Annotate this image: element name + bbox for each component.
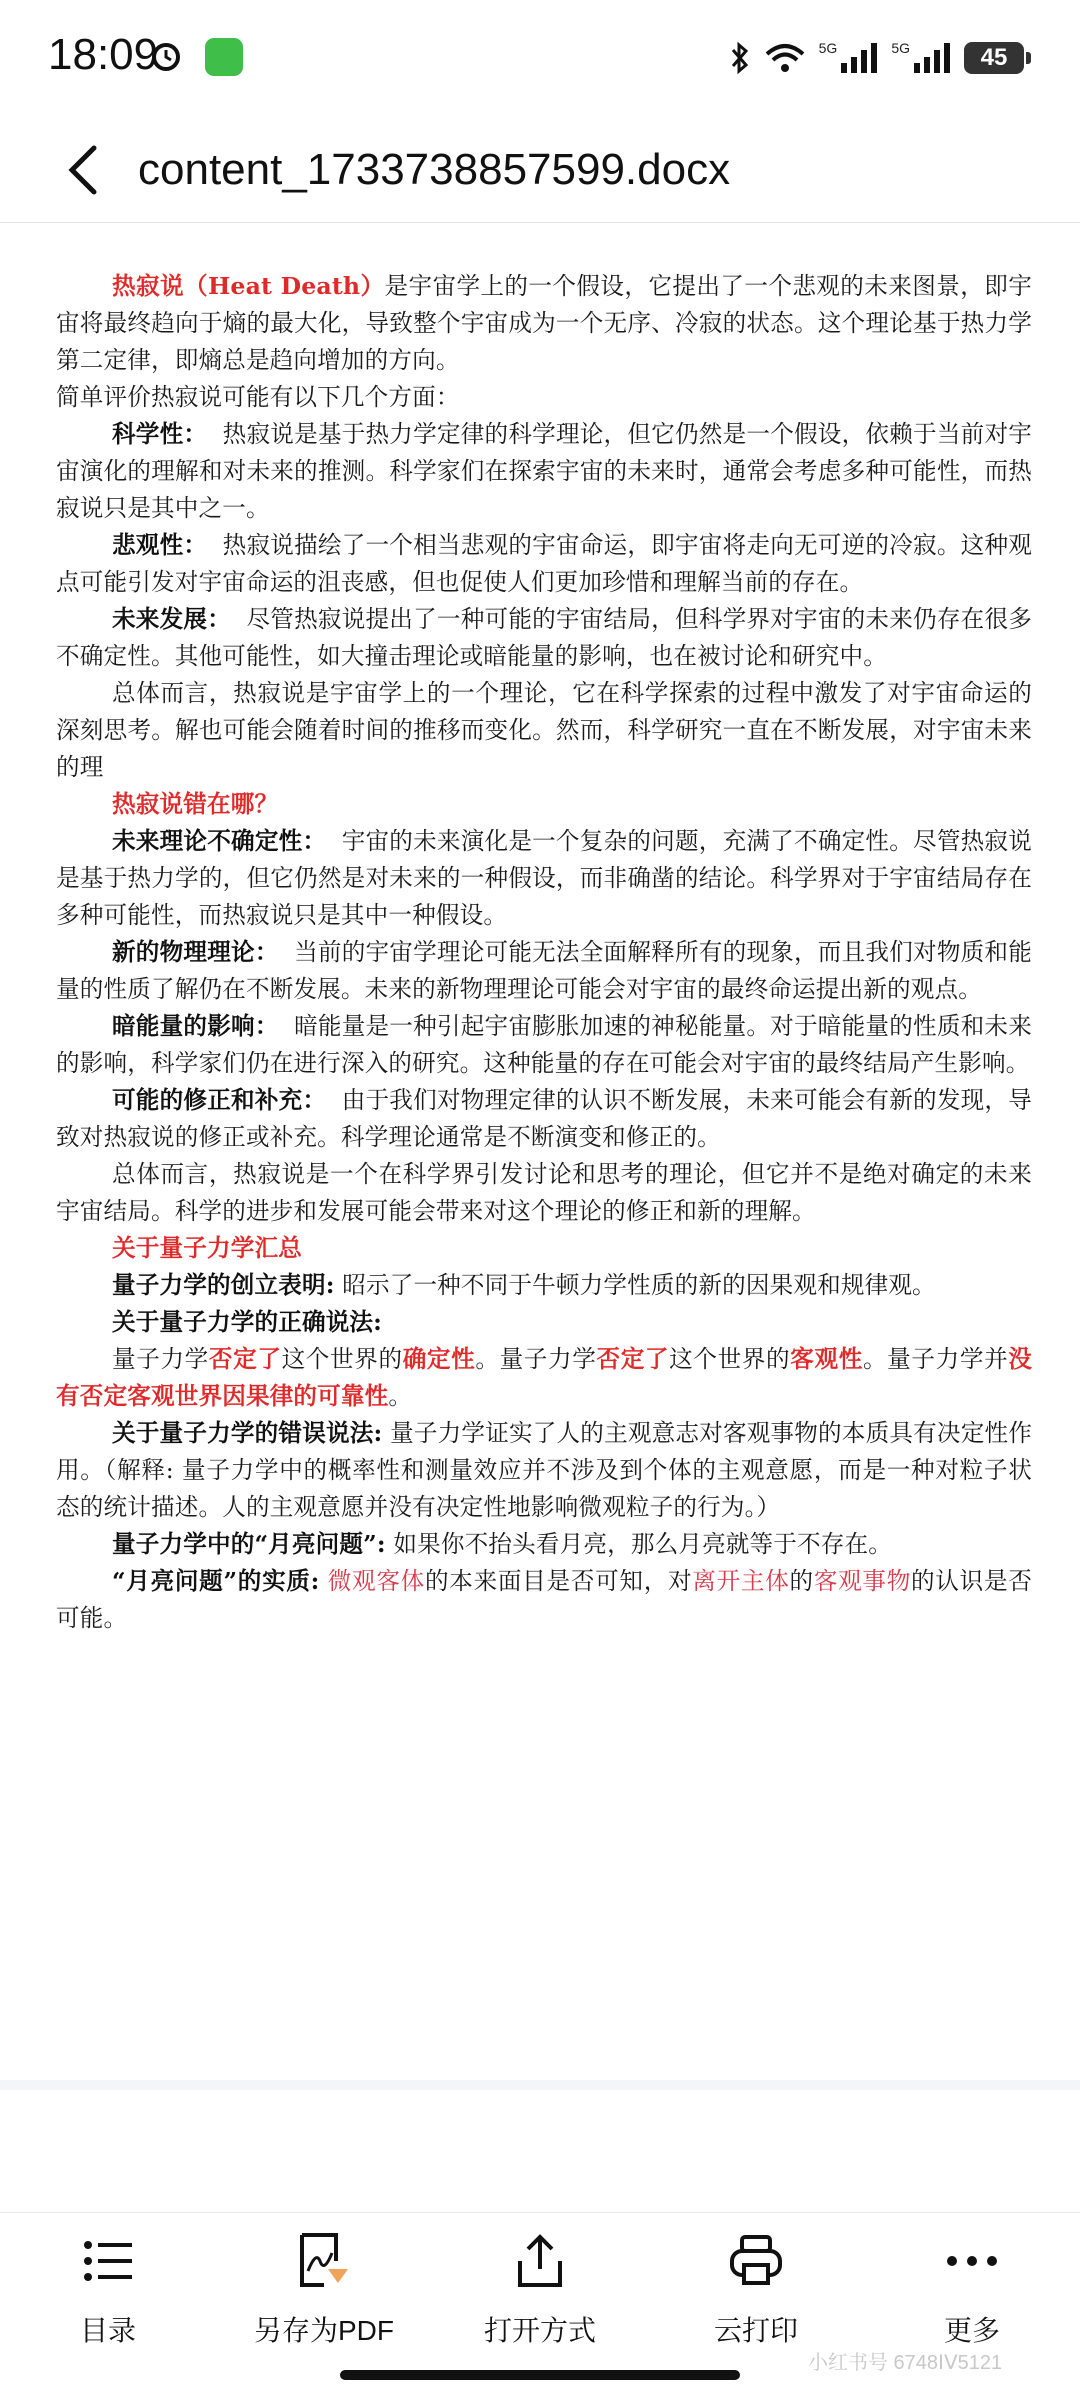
highlight-leave-subject: 离开主体 [692,1567,790,1595]
text-run: 的 [789,1567,814,1595]
text-run: 。 [388,1382,413,1410]
document-content [56,268,1032,1637]
heading-what-wrong [56,786,1032,823]
term-heat-death: 热寂说（Heat Death） [112,272,385,300]
app-notification-icon [205,38,243,76]
battery-indicator: 45 [964,42,1024,74]
paragraph-overall-1: 总体而言，热寂说是宇宙学上的一个理论，它在科学探索的过程中激发了对宇宙命运的深刻思考。解也可能会随着时间的推移而变化。然而，科学研究一直在不断发展，对宇宙未来的理 [56,679,1032,781]
label-quantum-founding: 量子力学的创立表明: [112,1271,335,1299]
paragraph-revision [56,1082,1032,1156]
paragraph-text: 热寂说描绘了一个相当悲观的宇宙命运，即宇宙将走向无可逆的冷寂。这种观点可能引发对宇宙命运的沮丧感，但也促使人们更加珍惜和理解当前的存在。 [56,531,1032,596]
highlight-determinism: 确定性 [402,1345,476,1373]
paragraph-summary-lead: 简单评价热寂说可能有以下几个方面： [56,383,460,411]
wifi-icon [765,42,805,74]
pdf-icon [294,2231,354,2291]
paragraph-text: 昭示了一种不同于牛顿力学性质的新的因果观和规律观。 [334,1271,936,1299]
page-end-divider [0,2080,1080,2090]
status-time: 18:09 [48,30,159,79]
heading-text: 关于量子力学汇总 [112,1234,302,1262]
text-run: 量子力学 [112,1345,209,1373]
paragraph-future [56,601,1032,675]
paragraph-correct-label [56,1304,1032,1341]
signal-icon-2 [914,43,950,73]
paragraph-quantum-founding [56,1267,1032,1304]
network-type-2: 5G [891,40,910,56]
paragraph-text: 当前的宇宙学理论可能无法全面解释所有的现象，而且我们对物质和能量的性质了解仍在不断发展。未来的新物理理论可能会对宇宙的最终命运提出新的观点。 [56,938,1032,1003]
status-bar [0,0,1080,120]
document-title: content_1733738857599.docx [138,145,731,194]
toolbar-label: 目录 [79,2315,136,2346]
highlight-causality: 没有否定客观世界因果律的可靠性 [56,1345,1033,1410]
divider [0,222,1080,223]
alarm-icon [150,40,182,72]
highlight-micro-object: 微观客体 [319,1567,425,1595]
back-arrow-icon[interactable] [56,134,120,206]
text-run: 。量子力学并 [862,1345,1009,1373]
watermark: 小红书号 6748ⅠⅤ5121 [808,2352,1003,2374]
label-correct: 关于量子力学的正确说法: [112,1308,383,1336]
text-run: 。量子力学 [475,1345,597,1373]
network-type-1: 5G [818,40,838,56]
label-uncertainty: 未来理论不确定性： [112,827,327,855]
paragraph-new-physics [56,934,1032,1008]
text-run: 的认识是否可能。 [56,1567,1033,1632]
paragraph-text: 尽管热寂说提出了一种可能的宇宙结局，但科学界对宇宙的未来仍存在很多不确定性。其他可能性，如大撞击理论或暗能量的影响，也在被讨论和研究中。 [56,605,1032,670]
paragraph-intro [56,268,1032,379]
signal-icon-1 [841,43,877,73]
paragraph-pessimism [56,527,1032,601]
toolbar-cloud-print-button[interactable] [666,2231,846,2349]
toolbar-open-with-button[interactable] [450,2231,630,2349]
toolbar-more-button[interactable] [882,2231,1062,2349]
label-pessimism: 悲观性： [112,531,208,559]
paragraph-scientific [56,416,1032,527]
toolbar-label: 更多 [943,2315,1000,2346]
paragraph-text: 如果你不抬头看月亮，那么月亮就等于不存在。 [385,1530,893,1558]
text-run: 这个世界的 [281,1345,403,1373]
paragraph-text: 由于我们对物理定律的认识不断发展，未来可能会有新的发现，导致对热寂说的修正或补充。科学理论通常是不断演变和修正的。 [56,1086,1032,1151]
home-indicator[interactable] [340,2370,740,2380]
label-scientific: 科学性： [112,420,208,448]
paragraph-text: 量子力学证实了人的主观意志对客观事物的本质具有决定性作用。（解释: 量子力学中的概率性和测量效应并不涉及到个体的主观意愿，而是一种对粒子状态的统计描述。人的主观意愿并没有决定性地影响微观粒子的行为。） [56,1419,1033,1521]
paragraph-overall-2: 总体而言，热寂说是一个在科学界引发讨论和思考的理论，但它并不是绝对确定的未来宇宙结局。科学的进步和发展可能会带来对这个理论的修正和新的理解。 [56,1160,1032,1225]
share-icon [510,2231,570,2291]
printer-icon [726,2231,786,2291]
paragraph-uncertainty [56,823,1032,934]
toolbar-label: 另存为PDF [253,2315,394,2346]
label-moon-essence: “月亮问题”的实质: [112,1567,320,1595]
paragraph-text: 是宇宙学上的一个假设，它提出了一个悲观的未来图景，即宇宙将最终趋向于熵的最大化，导致整个宇宙成为一个无序、冷寂的状态。这个理论基于热力学第二定律，即熵总是趋向增加的方向。 [56,272,1032,374]
text-run: 的本来面目是否可知，对 [424,1567,693,1595]
label-future: 未来发展： [112,605,232,633]
paragraph-text: 暗能量是一种引起宇宙膨胀加速的神秘能量。对于暗能量的性质和未来的影响，科学家们仍在进行深入的研究。这种能量的存在可能会对宇宙的最终结局产生影响。 [56,1012,1032,1077]
highlight-negated: 否定了 [596,1345,670,1373]
paragraph-moon-problem [56,1526,1032,1563]
toolbar-save-pdf-button[interactable] [234,2231,414,2349]
bluetooth-icon [729,41,751,75]
text-run: 这个世界的 [669,1345,791,1373]
paragraph-wrong-statements [56,1415,1032,1526]
highlight-objective-things: 客观事物 [813,1567,912,1595]
toolbar-label: 打开方式 [483,2315,596,2346]
more-icon [942,2231,1002,2291]
label-wrong: 关于量子力学的错误说法: [112,1419,383,1447]
paragraph-text: 宇宙的未来演化是一个复杂的问题，充满了不确定性。尽管热寂说是基于热力学的，但它仍然是对未来的一种假设，而非确凿的结论。科学界对于宇宙结局存在多种可能性，而热寂说只是其中一种假设。 [56,827,1032,929]
toolbar-label: 云打印 [713,2315,798,2346]
label-new-physics: 新的物理理论： [112,938,279,966]
status-indicators [729,36,1024,80]
label-revision: 可能的修正和补充： [112,1086,327,1114]
heading-text: 热寂说错在哪？ [112,790,279,818]
highlight-objectivity: 客观性 [790,1345,863,1373]
list-icon [78,2231,138,2291]
paragraph-dark-energy [56,1008,1032,1082]
heading-quantum [56,1230,1032,1267]
title-bar [0,120,1080,222]
label-dark-energy: 暗能量的影响： [112,1012,279,1040]
paragraph-correct-statements [56,1341,1032,1415]
label-moon-problem: 量子力学中的“月亮问题”: [112,1530,386,1558]
paragraph-moon-essence [56,1563,1032,1637]
paragraph-text: 热寂说是基于热力学定律的科学理论，但它仍然是一个假设，依赖于当前对宇宙演化的理解和对未来的推测。科学家们在探索宇宙的未来时，通常会考虑多种可能性，而热寂说只是其中之一。 [56,420,1032,522]
highlight-negated: 否定了 [208,1345,282,1373]
toolbar-contents-button[interactable] [18,2231,198,2349]
